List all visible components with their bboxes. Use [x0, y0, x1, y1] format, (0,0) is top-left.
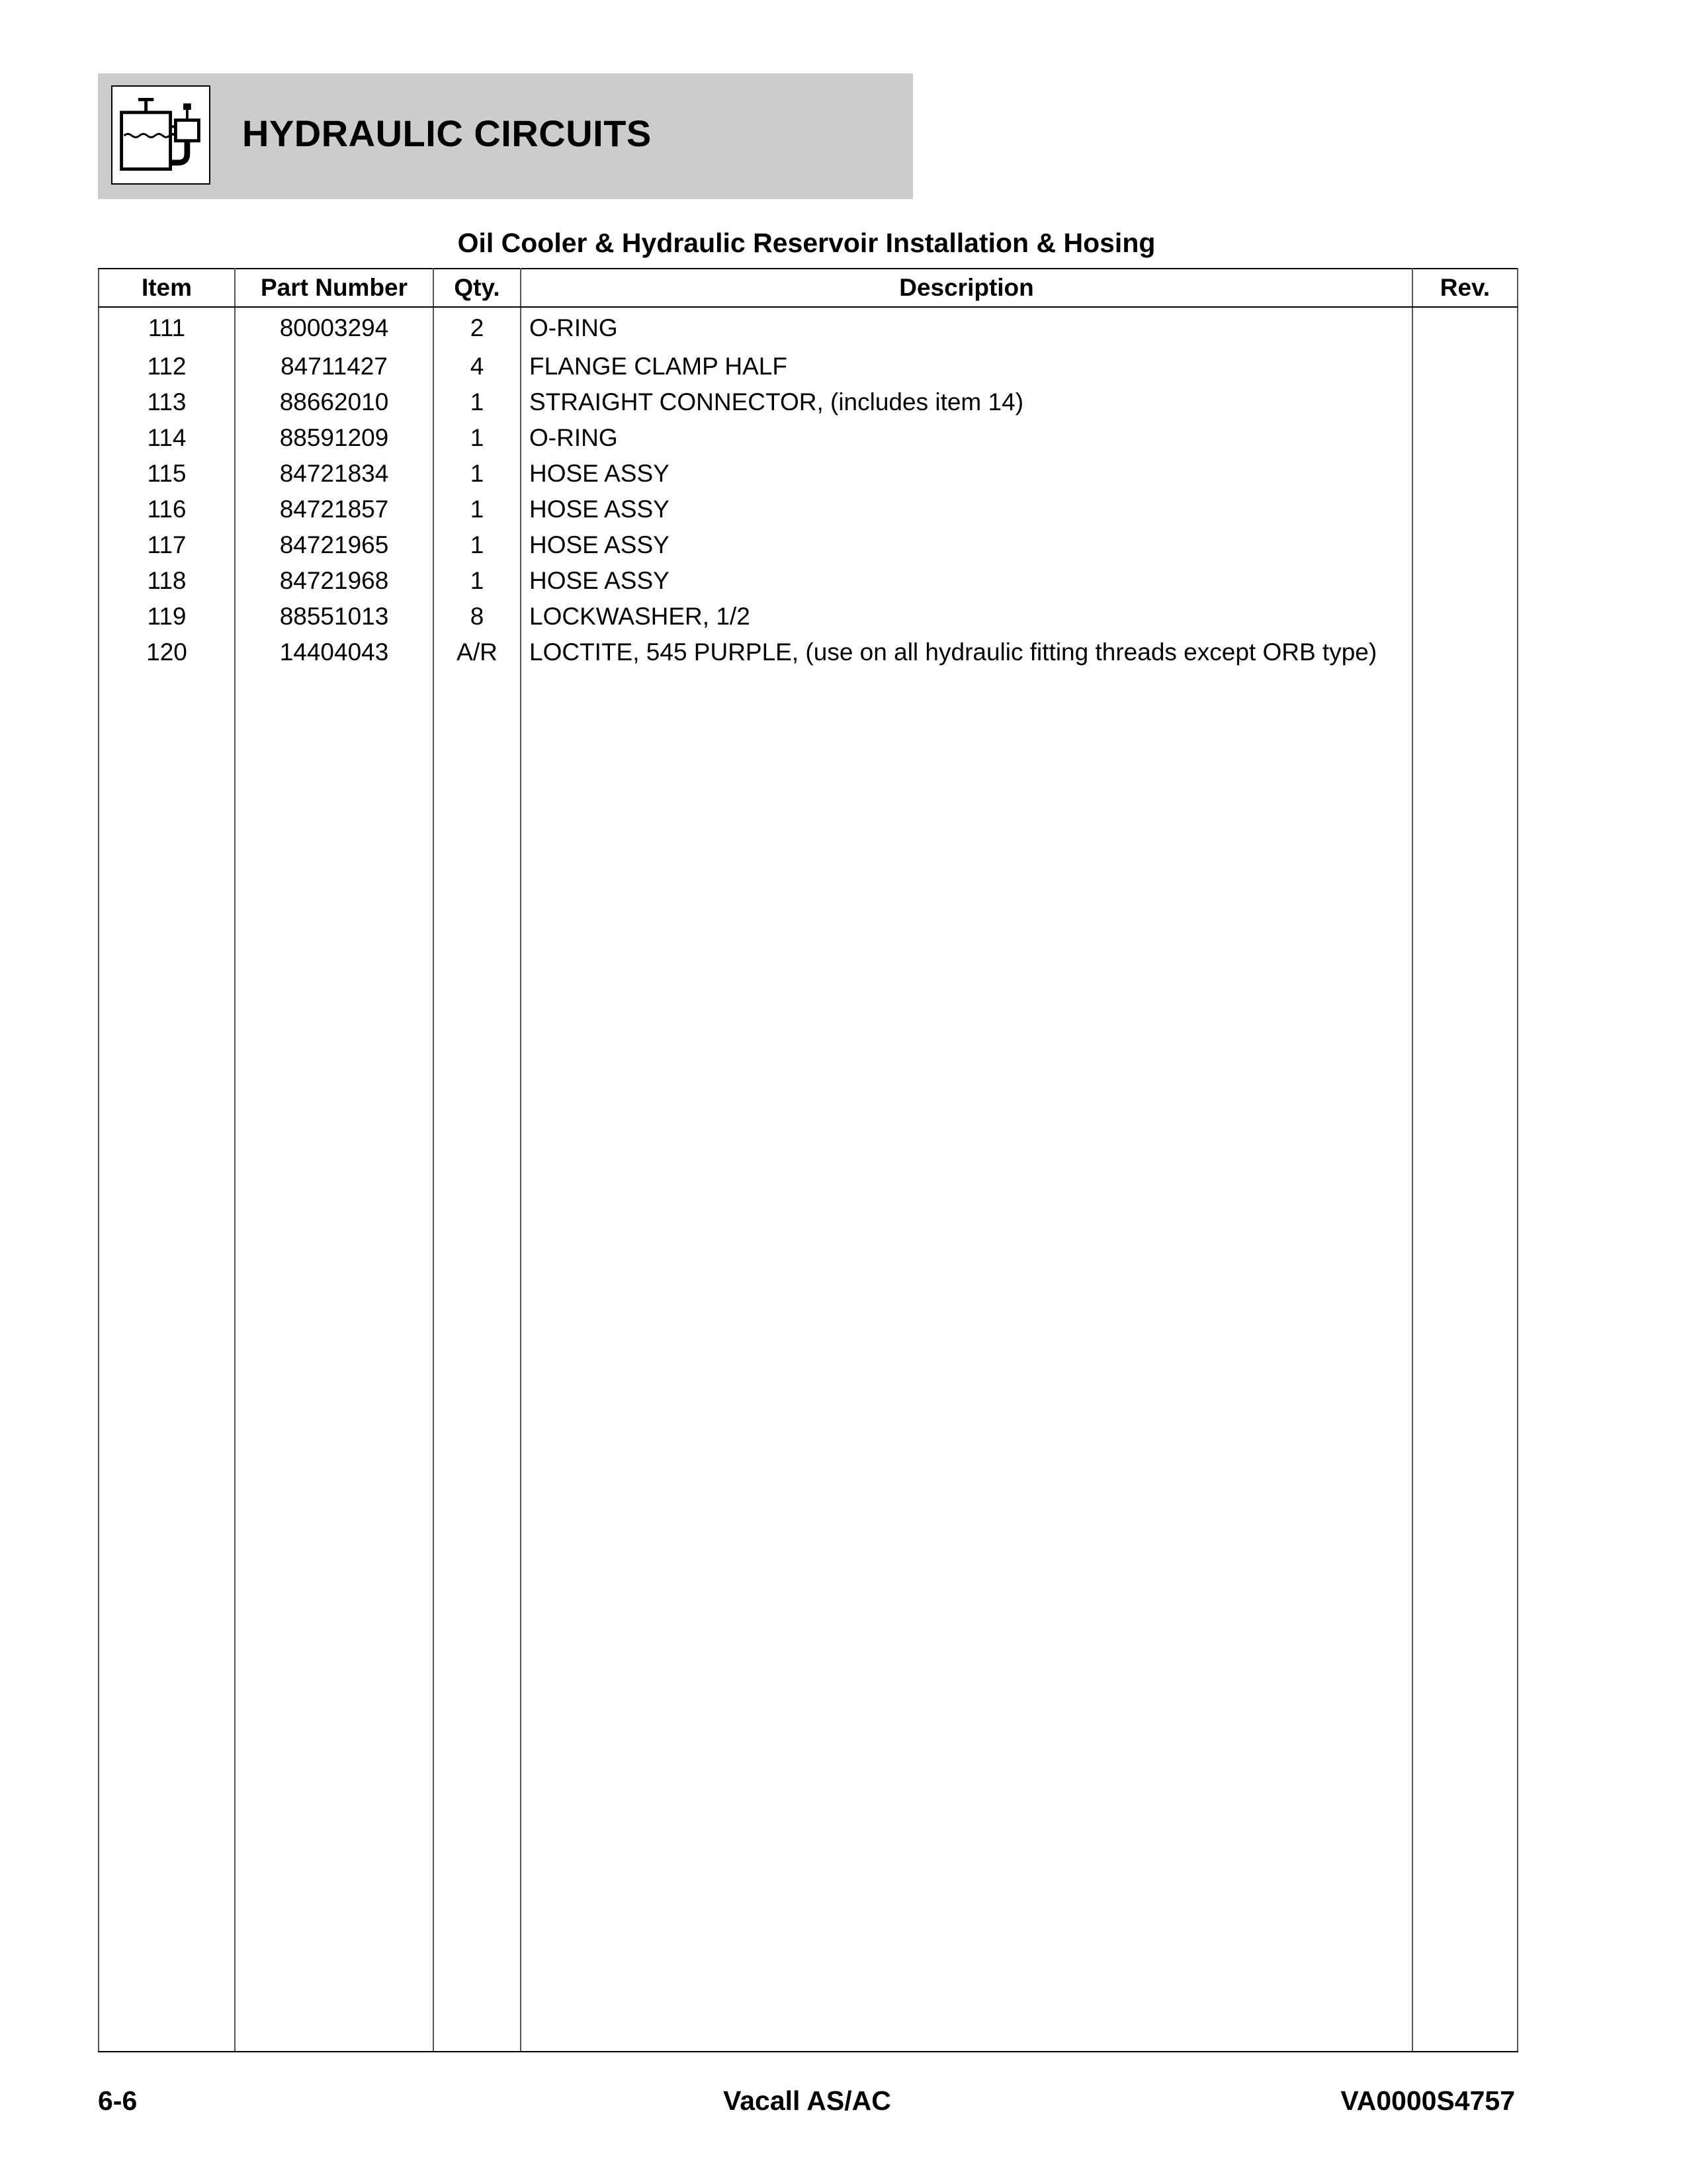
cell-description: O-RING — [521, 420, 1412, 456]
document-id: VA0000S4757 — [1340, 2085, 1515, 2116]
cell-rev — [1412, 420, 1518, 456]
cell-rev — [1412, 527, 1518, 563]
cell-rev — [1412, 349, 1518, 384]
column-header-item: Item — [99, 269, 235, 307]
cell-part-number: 88551013 — [235, 599, 433, 634]
filler-cell — [235, 670, 433, 2052]
table-row — [99, 527, 1518, 563]
cell-part-number: 84711427 — [235, 349, 433, 384]
cell-description: FLANGE CLAMP HALF — [521, 349, 1412, 384]
filler-cell — [1412, 670, 1518, 2052]
cell-qty: 1 — [433, 384, 521, 420]
parts-table — [98, 268, 1518, 2052]
table-row — [99, 349, 1518, 384]
cell-description: HOSE ASSY — [521, 563, 1412, 599]
table-row — [99, 456, 1518, 492]
column-header-qty: Qty. — [433, 269, 521, 307]
model-name: Vacall AS/AC — [723, 2085, 891, 2116]
section-title: HYDRAULIC CIRCUITS — [242, 112, 652, 154]
cell-rev — [1412, 307, 1518, 349]
table-title: Oil Cooler & Hydraulic Reservoir Installation & Hosing — [457, 228, 1156, 258]
cell-item: 115 — [99, 456, 235, 492]
cell-item: 118 — [99, 563, 235, 599]
cell-rev — [1412, 492, 1518, 527]
filler-cell — [433, 670, 521, 2052]
cell-part-number: 14404043 — [235, 634, 433, 670]
cell-qty: 1 — [433, 527, 521, 563]
cell-rev — [1412, 634, 1518, 670]
filler-cell — [521, 670, 1412, 2052]
cell-part-number: 88591209 — [235, 420, 433, 456]
cell-part-number: 80003294 — [235, 307, 433, 349]
cell-qty: 2 — [433, 307, 521, 349]
cell-qty: 1 — [433, 456, 521, 492]
section-header — [98, 73, 913, 199]
cell-description: HOSE ASSY — [521, 456, 1412, 492]
table-row — [99, 634, 1518, 670]
cell-item: 116 — [99, 492, 235, 527]
cell-rev — [1412, 456, 1518, 492]
filler-cell — [99, 670, 235, 2052]
cell-item: 113 — [99, 384, 235, 420]
cell-item: 119 — [99, 599, 235, 634]
table-row — [99, 307, 1518, 349]
table-row — [99, 492, 1518, 527]
table-row — [99, 599, 1518, 634]
cell-item: 114 — [99, 420, 235, 456]
cell-rev — [1412, 599, 1518, 634]
cell-rev — [1412, 384, 1518, 420]
column-header-description: Description — [521, 269, 1412, 307]
cell-item: 120 — [99, 634, 235, 670]
cell-qty: 8 — [433, 599, 521, 634]
cell-item: 111 — [99, 307, 235, 349]
cell-description: HOSE ASSY — [521, 492, 1412, 527]
cell-description: LOCKWASHER, 1/2 — [521, 599, 1412, 634]
cell-qty: 4 — [433, 349, 521, 384]
cell-qty: 1 — [433, 563, 521, 599]
column-header-part-number: Part Number — [235, 269, 433, 307]
cell-rev — [1412, 563, 1518, 599]
page-number: 6-6 — [98, 2085, 138, 2116]
table-row — [99, 563, 1518, 599]
cell-qty: 1 — [433, 492, 521, 527]
table-filler-row — [99, 670, 1518, 2052]
cell-part-number: 88662010 — [235, 384, 433, 420]
cell-qty: A/R — [433, 634, 521, 670]
cell-part-number: 84721968 — [235, 563, 433, 599]
cell-qty: 1 — [433, 420, 521, 456]
table-row — [99, 384, 1518, 420]
cell-part-number: 84721834 — [235, 456, 433, 492]
cell-description: HOSE ASSY — [521, 527, 1412, 563]
cell-part-number: 84721857 — [235, 492, 433, 527]
cell-description: LOCTITE, 545 PURPLE, (use on all hydraulic fitting threads except ORB type) — [521, 634, 1412, 670]
cell-item: 117 — [99, 527, 235, 563]
table-header-row — [99, 269, 1518, 307]
hydraulic-reservoir-icon — [111, 85, 210, 185]
table-row — [99, 420, 1518, 456]
cell-description: STRAIGHT CONNECTOR, (includes item 14) — [521, 384, 1412, 420]
column-header-rev: Rev. — [1412, 269, 1518, 307]
cell-part-number: 84721965 — [235, 527, 433, 563]
cell-description: O-RING — [521, 307, 1412, 349]
cell-item: 112 — [99, 349, 235, 384]
